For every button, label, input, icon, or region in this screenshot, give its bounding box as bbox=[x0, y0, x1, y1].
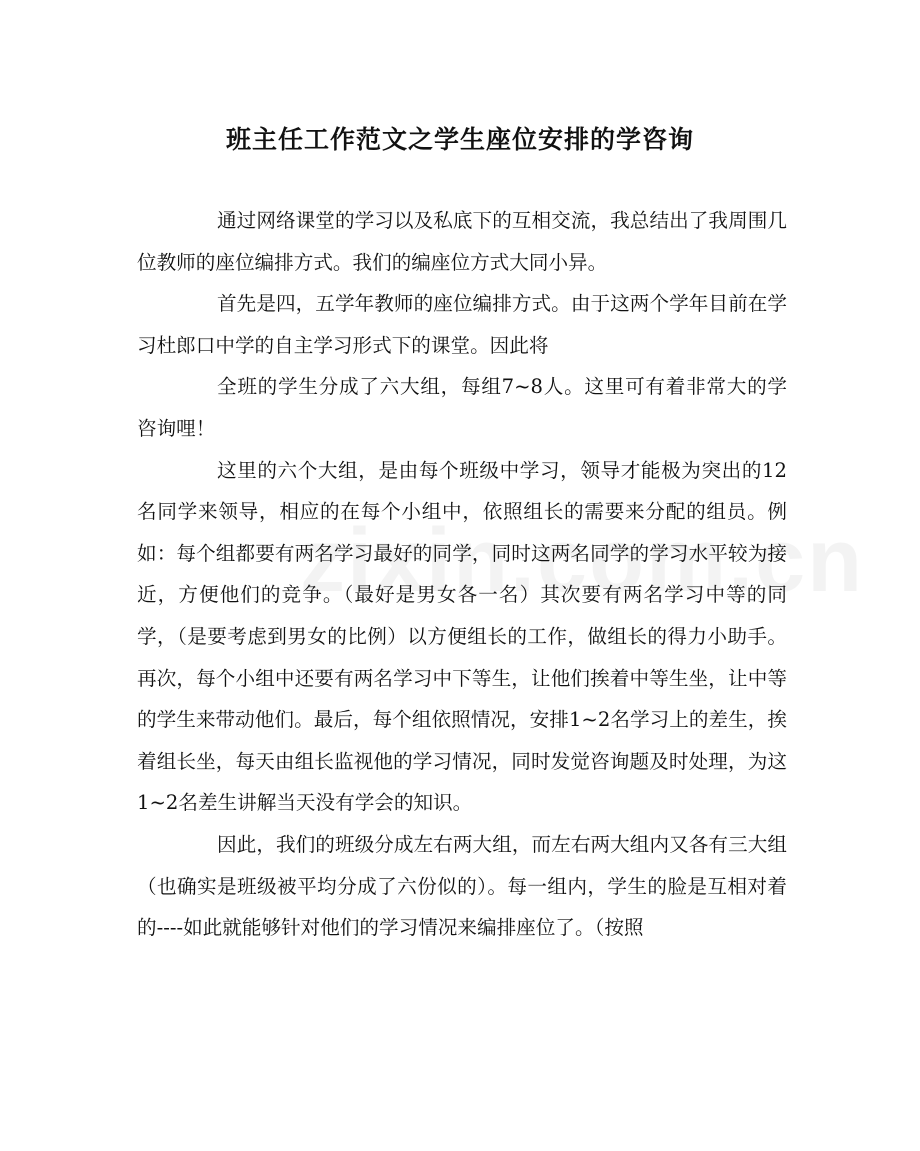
document-body bbox=[137, 200, 787, 949]
paragraph-3: 全班的学生分成了六大组，每组7~8人。这里可有着非常大的学咨询哩！ bbox=[137, 375, 787, 440]
paragraph-4: 这里的六个大组，是由每个班级中学习，领导才能极为突出的12名同学来领导，相应的在每个小组中，依照组长的需要来分配的组员。例如：每个组都要有两名学习最好的同学，同时这两名同学的学习水平较为接近，方便他们的竞争。（最好是男女各一名）其次要有两名学习中等的同学，（是要考虑到男女的比例）以方便组长的工作，做组长的得力小助手。再次，每个小组中还要有两名学习中下等生，让他们挨着中等生坐，让中等的学生来带动他们。最后，每个组依照情况，安排1~2名学习上的差生，挨着组长坐，每天由组长监视他的学习情况，同时发觉咨询题及时处理，为这1~2名差生讲解当天没有学会的知识。 bbox=[137, 458, 787, 815]
paragraph-5: 因此，我们的班级分成左右两大组，而左右两大组内又各有三大组（也确实是班级被平均分成了六份似的）。每一组内，学生的脸是互相对着的----如此就能够针对他们的学习情况来编排座位了。（按照 bbox=[137, 832, 787, 940]
paragraph-1: 通过网络课堂的学习以及私底下的互相交流，我总结出了我周围几位教师的座位编排方式。我们的编座位方式大同小异。 bbox=[137, 209, 787, 274]
paragraph-2: 首先是四，五学年教师的座位编排方式。由于这两个学年目前在学习杜郎口中学的自主学习形式下的课堂。因此将 bbox=[137, 292, 787, 357]
document-title: 班主任工作范文之学生座位安排的学咨询 bbox=[225, 125, 694, 154]
